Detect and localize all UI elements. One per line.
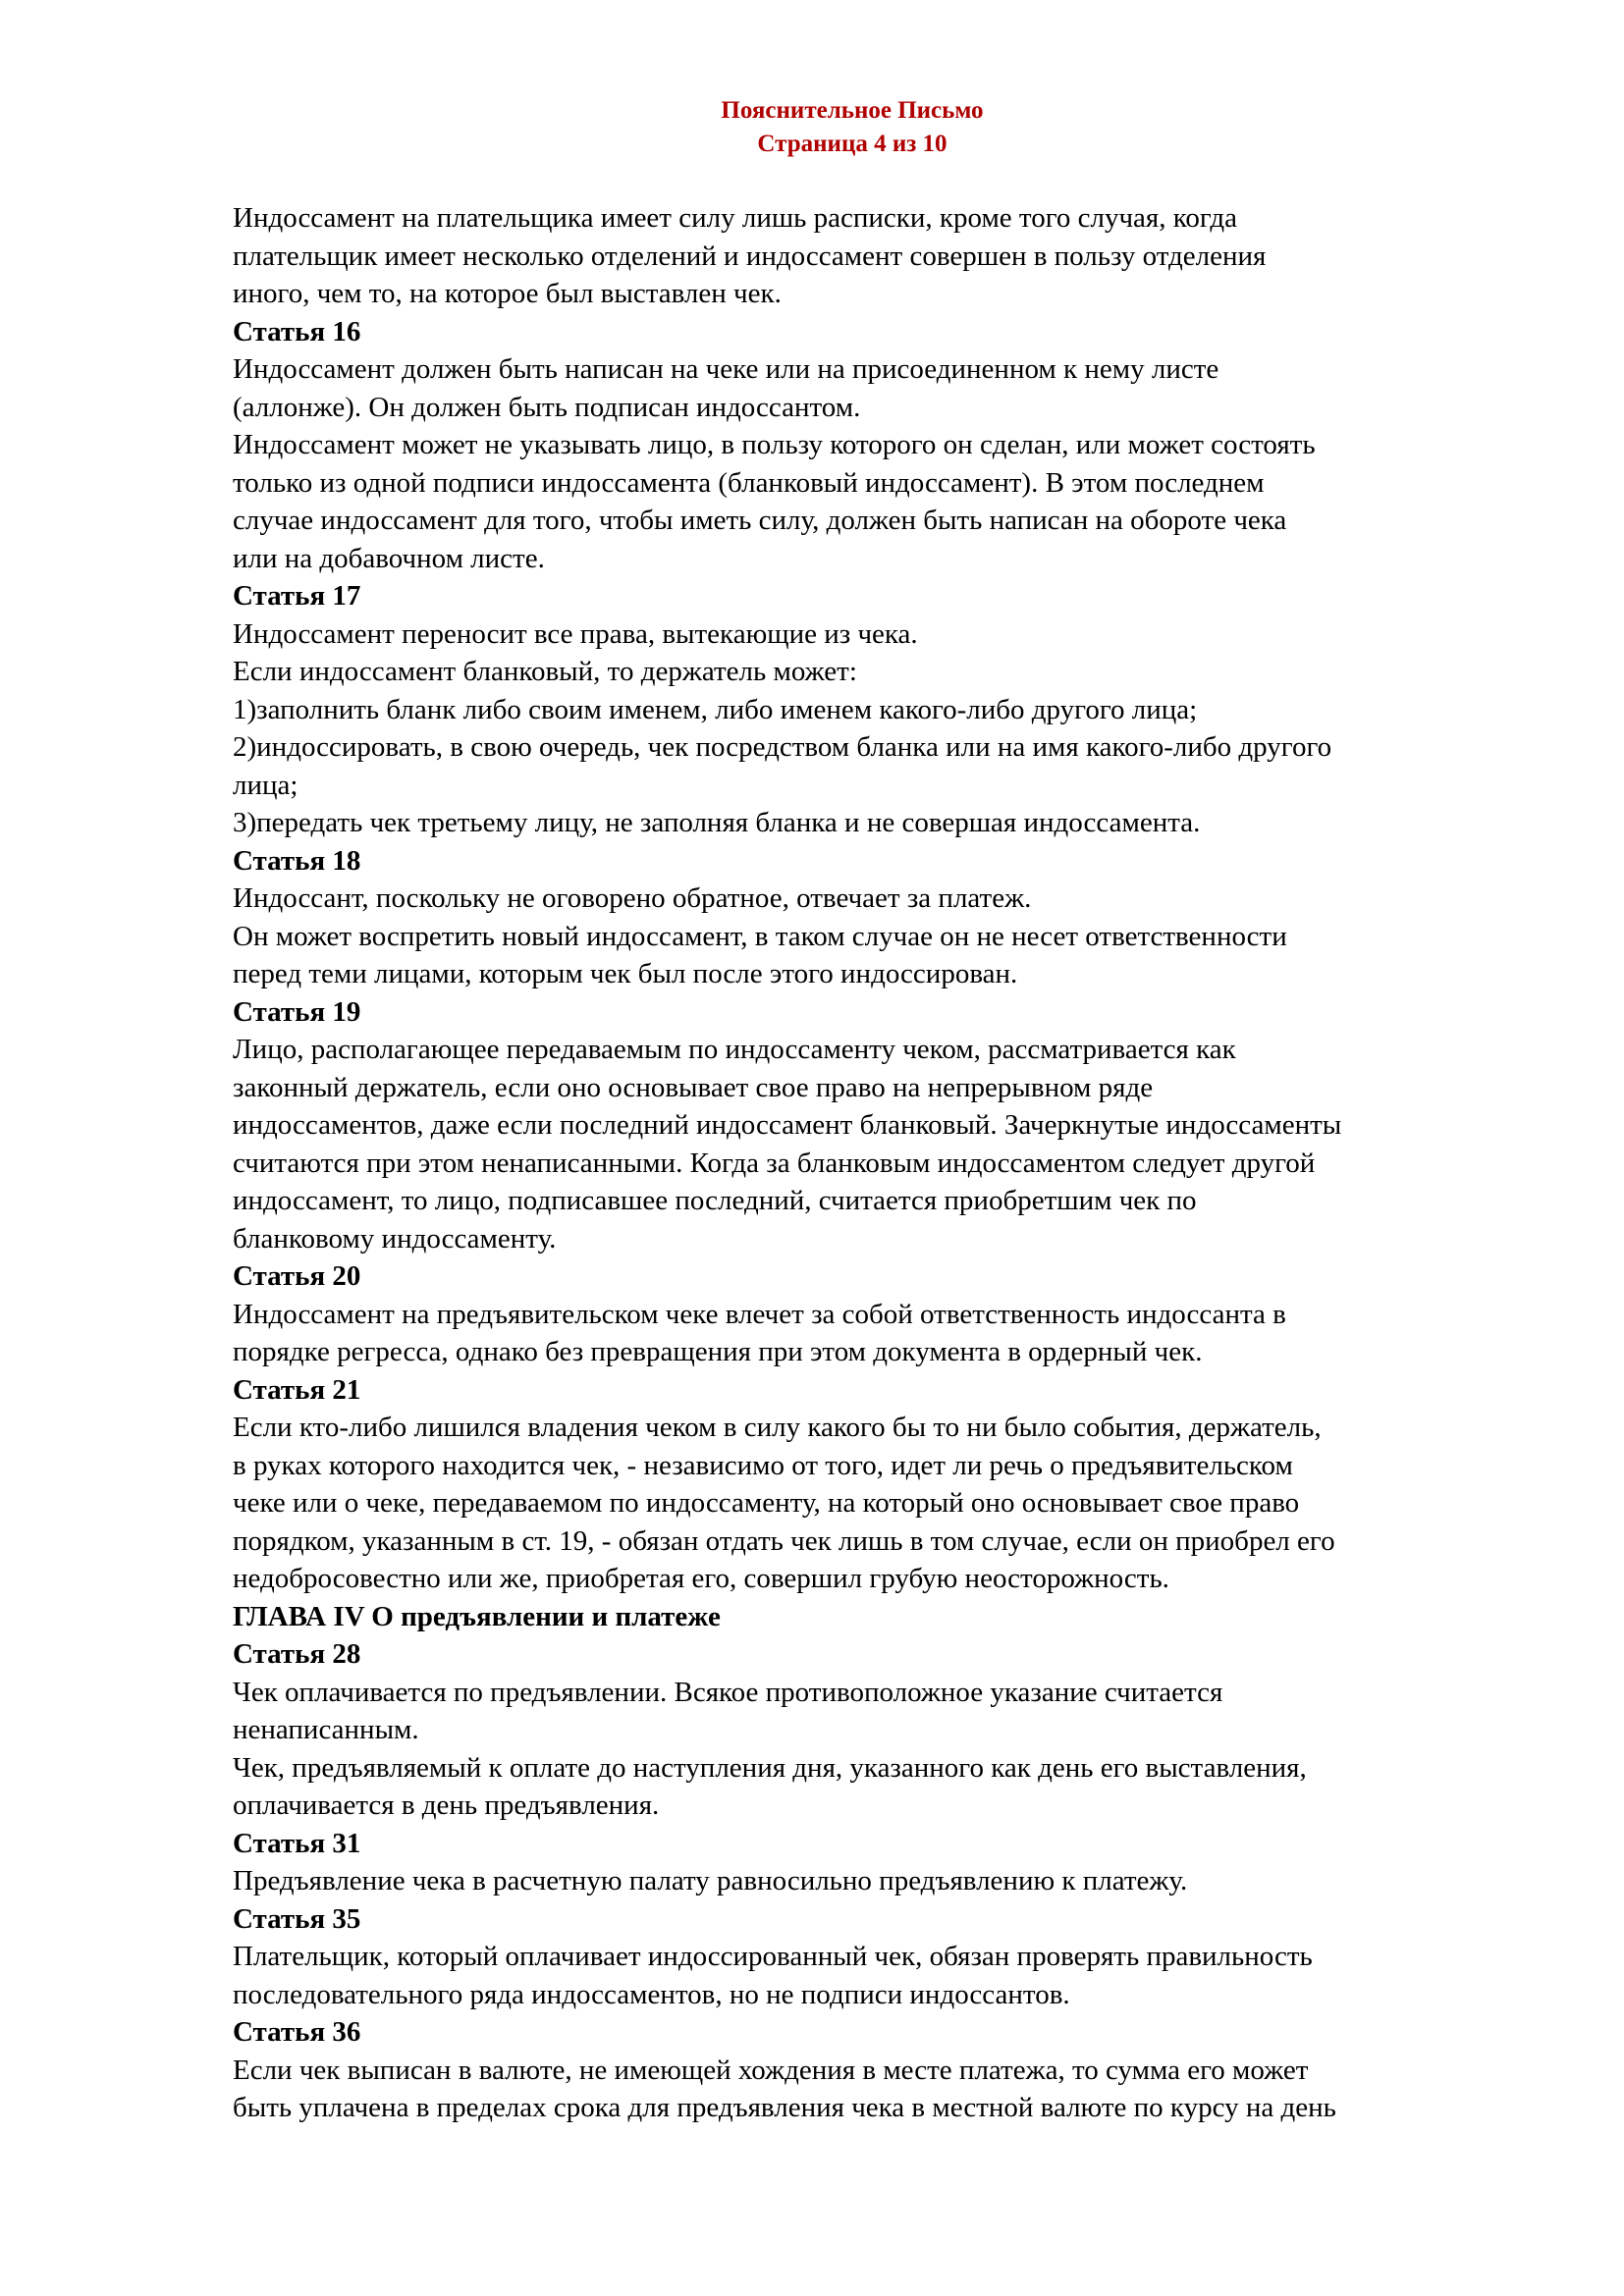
body-text-line: 2)индоссировать, в свою очередь, чек посредством бланка или на имя какого-либо другого: [233, 731, 1332, 763]
body-text-line: Индоссамент переносит все права, вытекающие из чека.: [233, 617, 918, 650]
body-text-line: Индоссамент на плательщика имеет силу лишь расписки, кроме того случая, когда: [233, 202, 1237, 234]
body-text-line: 3)передать чек третьему лицу, не заполняя бланка и не совершая индоссамента.: [233, 807, 1201, 838]
body-text-line: быть уплачена в пределах срока для предъявления чека в местной валюте по курсу на день: [233, 2092, 1336, 2123]
body-text-line: индоссамент, то лицо, подписавшее последний, считается приобретшим чек по: [233, 1185, 1197, 1216]
body-text-line: недобросовестно или же, приобретая его, совершил грубую неосторожность.: [233, 1563, 1169, 1594]
body-text-line: Индоссамент на предъявительском чеке влечет за собой ответственность индоссанта в: [233, 1298, 1286, 1330]
section-heading: Статья 17: [233, 580, 361, 612]
body-text-line: последовательного ряда индоссаментов, но не подписи индоссантов.: [233, 1978, 1070, 2010]
body-text-line: чеке или о чеке, передаваемом по индоссаменту, на который оно основывает свое право: [233, 1487, 1300, 1519]
body-text-line: бланковому индоссаменту.: [233, 1222, 557, 1255]
body-text-line: считаются при этом ненаписанными. Когда за бланковым индоссаментом следует другой: [233, 1147, 1316, 1179]
section-heading: Статья 21: [233, 1373, 361, 1406]
body-text-line: лица;: [233, 769, 298, 801]
section-heading: Статья 16: [233, 315, 361, 347]
body-text-line: порядком, указанным в ст. 19, - обязан отдать чек лишь в том случае, если он приобрел его: [233, 1524, 1335, 1557]
section-heading: Статья 18: [233, 844, 361, 877]
body-text-line: в руках которого находится чек, - независимо от того, идет ли речь о предъявительском: [233, 1449, 1293, 1481]
page-header: [0, 94, 1624, 161]
body-text-line: Индоссамент должен быть написан на чеке или на присоединенном к нему листе: [233, 353, 1219, 385]
body-text-line: Чек, предъявляемый к оплате до наступления дня, указанного как день его выставления,: [233, 1751, 1307, 1784]
body-text-line: перед теми лицами, которым чек был после этого индоссирован.: [233, 958, 1018, 989]
section-heading: Статья 31: [233, 1827, 361, 1859]
body-text-line: только из одной подписи индоссамента (бланковый индоссамент). В этом последнем: [233, 466, 1265, 499]
body-text-line: иного, чем то, на которое был выставлен чек.: [233, 278, 782, 309]
body-text-line: Плательщик, который оплачивает индоссированный чек, обязан проверять правильность: [233, 1941, 1313, 1972]
body-text-line: (аллонже). Он должен быть подписан индоссантом.: [233, 391, 861, 423]
body-text-line: Предъявление чека в расчетную палату равносильно предъявлению к платежу.: [233, 1865, 1188, 1896]
section-heading: Статья 19: [233, 995, 361, 1028]
body-text-line: оплачивается в день предъявления.: [233, 1789, 660, 1821]
body-text-line: порядке регресса, однако без превращения при этом документа в ордерный чек.: [233, 1336, 1203, 1367]
document-body: [233, 199, 1548, 2127]
body-text-line: Индоссант, поскольку не оговорено обратное, отвечает за платеж.: [233, 882, 1032, 914]
body-text-line: плательщик имеет несколько отделений и индоссамент совершен в пользу отделения: [233, 240, 1267, 272]
section-heading: Статья 36: [233, 2016, 361, 2048]
section-heading: ГЛАВА IV О предъявлении и платеже: [233, 1600, 721, 1632]
body-text-line: ненаписанным.: [233, 1714, 419, 1745]
document-title: Пояснительное Письмо: [721, 97, 984, 124]
section-heading: Статья 35: [233, 1902, 361, 1935]
body-text-line: 1)заполнить бланк либо своим именем, либо именем какого-либо другого лица;: [233, 693, 1198, 725]
section-heading: Статья 28: [233, 1638, 361, 1670]
body-text-line: случае индоссамент для того, чтобы иметь силу, должен быть написан на обороте чека: [233, 505, 1287, 536]
body-text-line: Чек оплачивается по предъявлении. Всякое противоположное указание считается: [233, 1676, 1223, 1708]
body-text-line: или на добавочном листе.: [233, 542, 545, 574]
body-text-line: индоссаментов, даже если последний индоссамент бланковый. Зачеркнутые индоссаменты: [233, 1109, 1342, 1141]
body-text-line: Лицо, располагающее передаваемым по индоссаменту чеком, рассматривается как: [233, 1034, 1236, 1065]
body-text-line: Индоссамент может не указывать лицо, в пользу которого он сделан, или может состоять: [233, 429, 1316, 460]
body-text-line: Если чек выписан в валюте, не имеющей хождения в месте платежа, то сумма его может: [233, 2054, 1309, 2086]
page-number: Страница 4 из 10: [757, 131, 947, 157]
body-text-line: Если индоссамент бланковый, то держатель может:: [233, 656, 857, 687]
body-text-line: Он может воспретить новый индоссамент, в таком случае он не несет ответственности: [233, 920, 1287, 952]
body-text-line: Если кто-либо лишился владения чеком в силу какого бы то ни было события, держатель,: [233, 1412, 1322, 1443]
section-heading: Статья 20: [233, 1260, 361, 1292]
body-text-line: законный держатель, если оно основывает свое право на непрерывном ряде: [233, 1071, 1154, 1103]
